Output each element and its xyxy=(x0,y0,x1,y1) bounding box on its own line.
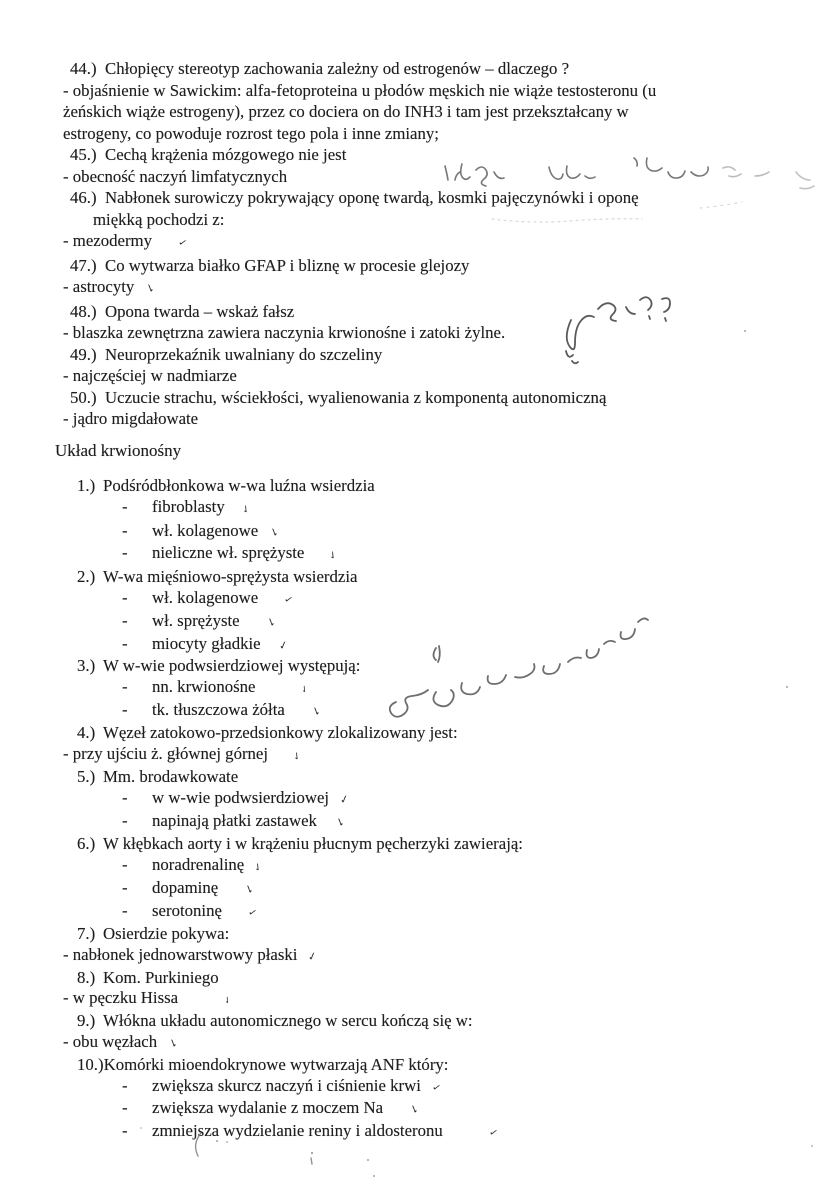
answer-line: - objaśnienie w Sawickim: alfa-fetoproteina u płodów męskich nie wiąże testosteronu (u xyxy=(63,80,657,100)
handwritten-tick-mark: ✓ xyxy=(298,683,312,696)
question-text: Włókna układu autonomicznego w sercu kończą się w: xyxy=(103,1011,473,1031)
question-text: Nabłonek surowiczy pokrywający oponę twardą, kosmki pajęczynówki i oponę xyxy=(105,188,639,207)
question-number: 49.) xyxy=(70,344,97,364)
bullet-dash: - xyxy=(122,901,128,921)
bullet-text: serotoninę xyxy=(152,901,222,921)
ink-speck xyxy=(373,1175,375,1177)
answer-line xyxy=(0,945,819,968)
bullet-text: napinają płatki zastawek xyxy=(152,810,317,830)
question-text: Cechą krążenia mózgowego nie jest xyxy=(105,145,347,164)
bullet-item xyxy=(0,878,819,901)
bullet-dash: - xyxy=(122,543,128,563)
handwritten-tick-mark: ✓ xyxy=(338,793,351,808)
bullet-item xyxy=(0,634,819,657)
question-number: 6.) xyxy=(77,833,96,853)
bullet-dash: - xyxy=(122,699,128,719)
question-number: 48.) xyxy=(70,301,97,321)
bullet-dash: - xyxy=(122,633,128,653)
handwritten-tick-mark: ✓ xyxy=(290,749,305,764)
answer-line: - blaszka zewnętrzna zawiera naczynia krwionośne i zatoki żylne. xyxy=(63,323,506,342)
question-text: Węzeł zatokowo-przedsionkowy zlokalizowany jest: xyxy=(103,722,458,742)
bullet-dash: - xyxy=(122,878,128,898)
question-text: W kłębkach aorty i w krążeniu płucnym pęcherzyki zawierają: xyxy=(103,833,523,853)
question-number: 8.) xyxy=(77,967,96,987)
bullet-dash: - xyxy=(122,1075,128,1095)
question-text: Podśródbłonkowa w-wa luźna wsierdzia xyxy=(103,476,375,495)
bullet-text: wł. kolagenowe xyxy=(152,520,259,540)
answer-line xyxy=(0,1032,819,1055)
circulatory-questions-section xyxy=(0,476,819,1144)
question-line-7 xyxy=(0,924,819,945)
question-text: Osierdzie pokywa: xyxy=(103,923,230,943)
answer-line: estrogeny, co powoduje rozrost tego pola i inne zmiany; xyxy=(63,123,439,143)
question-number: 47.) xyxy=(70,255,97,275)
bullet-text: nn. krwionośne xyxy=(152,677,256,697)
handwritten-tick-mark: ✓ xyxy=(327,549,341,564)
bullet-item xyxy=(0,788,819,811)
answer-line xyxy=(0,988,819,1011)
handwritten-tick-mark: ✓ xyxy=(267,525,281,540)
answer-line: - najczęściej w nadmiarze xyxy=(63,366,237,385)
handwritten-tick-mark: ✓ xyxy=(239,502,254,517)
answer-line xyxy=(0,744,819,768)
bullet-dash: - xyxy=(122,496,128,516)
handwritten-tick-mark: ✓ xyxy=(221,994,234,1007)
question-number: 7.) xyxy=(77,923,96,943)
question-line-44 xyxy=(0,58,819,80)
handwritten-tick-mark: ✓ xyxy=(252,860,266,875)
answer-text: - przy ujściu ż. głównej górnej xyxy=(63,743,269,763)
answer-line xyxy=(0,230,819,255)
bullet-dash: - xyxy=(122,788,128,808)
question-line-8 xyxy=(0,968,819,989)
bullet-item xyxy=(0,677,819,700)
question-number: 9.) xyxy=(77,1011,96,1031)
question-text: W w-wie podwsierdziowej występują: xyxy=(103,656,361,676)
question-line-3 xyxy=(0,656,819,677)
question-text: Mm. brodawkowate xyxy=(103,767,239,787)
question-number: 4.) xyxy=(77,722,96,742)
bullet-text: zwiększa wydalanie z moczem Na xyxy=(152,1098,384,1118)
question-number: 46.) xyxy=(70,188,97,207)
bullet-item xyxy=(0,497,819,521)
question-line-4 xyxy=(0,723,819,744)
bullet-dash: - xyxy=(122,610,128,630)
question-number: 44.) xyxy=(70,59,97,78)
question-line-5 xyxy=(0,767,819,788)
bullet-item xyxy=(0,901,819,924)
handwritten-tick-mark: ✓ xyxy=(307,949,319,964)
bullet-item xyxy=(0,1098,819,1121)
bullet-dash: - xyxy=(122,854,128,874)
bullet-item xyxy=(0,588,819,611)
bullet-text: wł. kolagenowe xyxy=(152,587,259,607)
answer-text: - obu węzłach xyxy=(63,1031,158,1051)
handwritten-tick-mark: ✓ xyxy=(333,815,346,831)
bullet-item xyxy=(0,811,819,834)
handwritten-tick-mark: ✓ xyxy=(242,883,255,898)
question-line-10 xyxy=(0,1055,819,1076)
answer-line xyxy=(0,276,819,301)
question-line-47 xyxy=(0,255,819,277)
ink-speck xyxy=(311,1152,313,1154)
question-line-49 xyxy=(0,344,819,366)
question-line-6 xyxy=(0,834,819,855)
question-text-continued: miękką pochodzi z: xyxy=(93,209,225,229)
bullet-dash: - xyxy=(122,587,128,607)
handwritten-tick-mark: ✓ xyxy=(247,907,259,919)
question-line-1 xyxy=(0,476,819,497)
answer-line: - jądro migdałowate xyxy=(63,409,199,428)
bullet-item xyxy=(0,1121,819,1144)
question-number: 10.) xyxy=(77,1054,104,1074)
answer-text: - nabłonek jednowarstwowy płaski xyxy=(63,944,298,964)
handwritten-mark-bottom xyxy=(311,1158,312,1164)
handwritten-tick-mark: ✓ xyxy=(431,1082,442,1094)
section-heading: Układ krwionośny xyxy=(55,441,182,460)
bullet-text: tk. tłuszczowa żółta xyxy=(152,699,285,719)
handwritten-tick-mark: ✓ xyxy=(264,615,277,630)
bullet-item xyxy=(0,521,819,544)
handwritten-tick-mark: ✓ xyxy=(407,1103,420,1118)
handwritten-tick-mark: ✓ xyxy=(177,237,189,249)
answer-text: - w pęczku Hissa xyxy=(63,988,179,1008)
question-number: 1.) xyxy=(77,476,96,495)
bullet-item xyxy=(0,700,819,723)
answer-text: - mezodermy xyxy=(63,231,152,250)
bullet-dash: - xyxy=(122,810,128,830)
ink-speck xyxy=(367,1159,369,1161)
handwritten-tick-mark: ✓ xyxy=(309,704,322,720)
question-text: Kom. Purkiniego xyxy=(103,967,219,987)
question-line-46 xyxy=(0,187,819,209)
bullet-text: nieliczne wł. sprężyste xyxy=(152,543,305,563)
question-number: 3.) xyxy=(77,656,96,676)
bullet-text: zmniejsza wydzielanie reniny i aldosteronu xyxy=(152,1121,443,1141)
answer-text: - astrocyty xyxy=(63,277,135,296)
question-text: Neuroprzekaźnik uwalniany do szczeliny xyxy=(105,344,383,364)
bullet-text: wł. sprężyste xyxy=(152,610,240,630)
bullet-item xyxy=(0,855,819,879)
bullet-dash: - xyxy=(122,1121,128,1141)
question-line-2 xyxy=(0,567,819,588)
question-number: 2.) xyxy=(77,567,96,587)
question-text: Uczucie strachu, wściekłości, wyalienowania z komponentą autonomiczną xyxy=(105,387,607,407)
question-line-9 xyxy=(0,1011,819,1032)
bullet-text: miocyty gładkie xyxy=(152,633,261,653)
question-text: Opona twarda – wskaż fałsz xyxy=(105,301,295,321)
bullet-text: dopaminę xyxy=(152,878,219,898)
bullet-text: zwiększa skurcz naczyń i ciśnienie krwi xyxy=(152,1075,421,1095)
bullet-text: w w-wie podwsierdziowej xyxy=(152,788,330,808)
question-line-45 xyxy=(0,144,819,166)
question-line-50 xyxy=(0,387,819,409)
question-number: 45.) xyxy=(70,145,97,164)
answer-line: - obecność naczyń limfatycznych xyxy=(63,166,288,186)
bullet-text: noradrenalinę xyxy=(152,854,245,874)
bullet-dash: - xyxy=(122,677,128,697)
bullet-text: fibroblasty xyxy=(152,496,225,516)
question-line-48 xyxy=(0,301,819,323)
question-number: 50.) xyxy=(70,387,97,407)
bullet-dash: - xyxy=(122,520,128,540)
question-number: 5.) xyxy=(77,767,96,787)
question-text: Komórki mioendokrynowe wytwarzają ANF który: xyxy=(103,1054,449,1074)
bullet-item xyxy=(0,611,819,634)
handwritten-tick-mark: ✓ xyxy=(144,281,157,297)
question-text: W-wa mięśniowo-sprężysta wsierdzia xyxy=(103,567,358,587)
bullet-dash: - xyxy=(122,1098,128,1118)
answer-line: żeńskich wiąże estrogeny), przez co dociera on do INH3 i tam jest przekształcany w xyxy=(63,102,629,121)
handwritten-tick-mark: ✓ xyxy=(166,1036,179,1051)
question-text: Co wytwarza białko GFAP i bliznę w procesie glejozy xyxy=(105,255,470,275)
handwritten-tick-mark: ✓ xyxy=(283,594,295,606)
ink-speck xyxy=(811,1145,813,1147)
question-text: Chłopięcy stereotyp zachowania zależny od estrogenów – dlaczego ? xyxy=(105,59,570,78)
handwritten-tick-mark: ✓ xyxy=(277,638,290,653)
handwritten-tick-mark: ✓ xyxy=(487,1127,499,1139)
bullet-item xyxy=(0,1076,819,1099)
neuro-questions-section xyxy=(0,58,819,430)
bullet-item xyxy=(0,543,819,567)
